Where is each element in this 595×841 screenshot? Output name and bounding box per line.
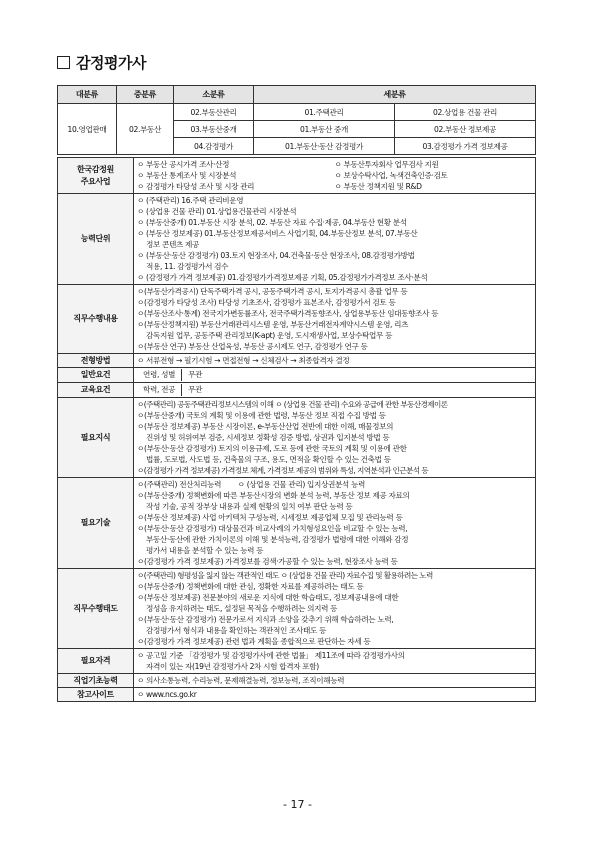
list-item: ㅇ(부동산중개) 국토의 계획 및 이용에 관한 법령, 부동산 정보 직접 수집 방법 등	[137, 411, 386, 420]
list-item: ㅇ(부동산중개) 정책변화에 대한 관심, 정확한 자료를 제공하려는 태도 등	[137, 582, 364, 591]
education-requirement-row	[58, 383, 536, 398]
qualification-label: 필요자격	[58, 649, 134, 674]
list-item: ㅇ(주택관리) 형평성을 잃지 않는 객관적인 태도 ㅇ (상업용 건물 관리) 자료수집 및 활용하려는 노력	[137, 571, 433, 580]
page-title-text: 감정평가사	[76, 54, 146, 72]
list-item: ㅇ(부동산 정보제공) 부동산 시장이론, e-부동산산업 전반에 대한 이해, 매물정보의	[137, 422, 394, 431]
list-item: ㅇ(부동산 정보제공) 전문분야의 새로운 지식에 대한 학습태도, 정보제공내용에 대한	[137, 593, 399, 602]
list-item: ㅇ (주택관리) 16.주택 관리비운영	[137, 196, 244, 205]
header-major: 대분류	[58, 86, 117, 104]
education-requirement-label: 교육요건	[58, 383, 134, 398]
basic-competency-row	[58, 674, 536, 688]
page-title	[57, 52, 146, 73]
minor-category: 03.부동산중개	[174, 121, 254, 138]
general-requirement-row	[58, 368, 536, 383]
list-item: ㅇ 감정평가 타당성 조사 및 시장 관리	[137, 182, 255, 191]
selection-label: 전형방법	[58, 354, 134, 368]
list-item: ㅇ 부동산 공시가격 조사·산정	[137, 160, 230, 169]
list-item: ㅇ(감정평가 타당성 조사) 타당성 기초조사, 감정평가 표본조사, 감정평가서 검토 등	[137, 298, 396, 307]
list-item: 부동산·동산에 관한 가치이론의 이해 및 분석능력, 감정평가 법령에 대한 이해와 감정	[146, 535, 409, 544]
table-row	[58, 104, 536, 121]
classification-header-row	[58, 86, 536, 104]
main-business-content	[134, 158, 536, 194]
main-business-row	[58, 158, 536, 194]
job-content-content	[134, 285, 536, 354]
attitude-content	[134, 569, 536, 649]
list-item: ㅇ (감정평가 가격 정보제공) 01.감정평가가격정보제공 기획, 05.감정평가가격정보 조사·분석	[137, 273, 428, 282]
detail-category: 03.감정평가 가격 정보제공	[395, 138, 536, 155]
job-content-label: 직무수행내용	[58, 285, 134, 354]
qualification-row	[58, 649, 536, 674]
list-item: ㅇ 부동산 정책지원 및 R&D	[334, 182, 422, 191]
qualification-content	[134, 649, 536, 674]
list-item: 감정평가서 형식과 내용을 확인하는 객관적인 조사태도 등	[146, 626, 327, 635]
list-item: 적용, 11. 감정평가서 검수	[146, 262, 229, 271]
list-item: ㅇ(감정평가 가격 정보제공) 가격정보 체계, 가격정보 제공의 범위와 특성, 지역분석과 인근분석 등	[137, 466, 428, 475]
job-content-row	[58, 285, 536, 354]
requirement-key: 연령, 성별	[137, 369, 182, 381]
list-item: 정성을 유지하려는 태도, 설정된 목적을 수행하려는 의지력 등	[146, 604, 338, 613]
competency-units-content	[134, 194, 536, 285]
detail-category: 02.부동산 정보제공	[395, 121, 536, 138]
list-item: ㅇ 부동산 통계조사 및 시장분석	[137, 171, 237, 180]
reference-link[interactable]: ㅇ www.ncs.go.kr	[134, 688, 536, 702]
list-item: ㅇ (부동산·동산 감정평가) 03.토지 현장조사, 04.건축물·동산 현장조사, 08.감정평가방법	[137, 251, 415, 260]
list-item: ㅇ(부동산 정보제공) 사업 아키텍처 구성능력, 시세정보 제공업체 모집 및 관리능력 등	[137, 513, 403, 522]
list-item: ㅇ (부동산중개) 01.부동산 시장 분석, 02. 부동산 자료 수집·제공, 04.부동산 현황 분석	[137, 218, 407, 227]
competency-units-row	[58, 194, 536, 285]
checkbox-square-icon	[57, 56, 70, 69]
requirement-value: 무관	[188, 385, 203, 394]
list-item: ㅇ(주택관리) 공동주택관리정보시스템의 이해 ㅇ (상업용 건물 관리) 수요와 공급에 관한 부동산경제이론	[137, 400, 448, 409]
knowledge-label: 필요지식	[58, 398, 134, 478]
basic-competency-content: ㅇ 의사소통능력, 수리능력, 문제해결능력, 정보능력, 조직이해능력	[134, 674, 536, 688]
detail-category: 02.상업용 건물 관리	[395, 104, 536, 121]
list-item: 자격이 있는 자(19년 감정평가사 2차 시험 합격자 포함)	[146, 662, 319, 671]
knowledge-content	[134, 398, 536, 478]
general-requirement-content	[134, 368, 536, 383]
knowledge-row	[58, 398, 536, 478]
list-item: 평가서 내용을 분석할 수 있는 능력 등	[146, 546, 264, 555]
list-item: ㅇ(부동산 연구) 부동산 산업육성, 부동산 공시제도 연구, 감정평가 연구 등	[137, 342, 368, 351]
list-item: 감독지원 업무, 공동주택 관리정보(K-apt) 운영, 도시재생사업, 보상수탁업무 등	[146, 331, 393, 340]
list-item: ㅇ(감정평가 가격 정보제공) 관련 법과 계획을 종합적으로 판단하는 자세 등	[137, 637, 371, 646]
list-item: ㅇ 부동산투자회사 업무검사 지원	[334, 160, 439, 169]
major-category: 10.영업판매	[58, 104, 117, 155]
list-item: ㅇ (부동산 정보제공) 01.부동산정보제공서비스 사업기획, 04.부동산정보 분석, 07.부동산	[137, 229, 418, 238]
main-business-label: 한국감정원 주요사업	[58, 158, 134, 194]
main-business-left-list	[137, 159, 335, 192]
education-requirement-content	[134, 383, 536, 398]
competency-units-label: 능력단위	[58, 194, 134, 285]
list-item: ㅇ 공고일 기준 「감정평가 및 감정평가사에 관한 법률」 제11조에 따라 감정평가사의	[137, 651, 405, 660]
selection-content: ㅇ 서류전형 → 필기시험 → 면접전형 → 신체검사 → 최종합격자 결정	[134, 354, 536, 368]
list-item: ㅇ(부동산조사·통계) 전국지가변동률조사, 전국주택가격동향조사, 상업용부동산 임대동향조사 등	[137, 309, 439, 318]
reference-label: 참고사이트	[58, 688, 134, 702]
list-item: 정보 콘텐츠 제공	[146, 240, 200, 249]
list-item: 작성 기술, 공적 장부상 내용과 실제 현황의 일치 여부 판단 능력 등	[146, 502, 353, 511]
list-item: 진위성 및 허위여부 검증, 시세정보 정확성 검증 방법, 상권과 입지분석 방법 등	[146, 433, 390, 442]
main-business-right-list	[335, 159, 533, 192]
minor-category: 02.부동산관리	[174, 104, 254, 121]
skills-label: 필요기술	[58, 478, 134, 569]
skills-row	[58, 478, 536, 569]
list-item: ㅇ 보상수탁사업, 녹색건축인증·검토	[334, 171, 448, 180]
list-item: ㅇ(부동산가격공시) 단독주택가격 공시, 공동주택가격 공시, 토지가격공시 총괄 업무 등	[137, 287, 408, 296]
list-item: ㅇ(부동산·동산 감정평가) 전문가로서 지식과 소양을 갖추기 위해 학습하려는 노력,	[137, 615, 394, 624]
reference-row	[58, 688, 536, 702]
attitude-row	[58, 569, 536, 649]
list-item: ㅇ (상업용 건물 관리) 01.상업용건물관리 시장분석	[137, 207, 297, 216]
detail-category: 01.부동산·동산 감정평가	[254, 138, 395, 155]
header-middle: 중분류	[117, 86, 174, 104]
middle-category: 02.부동산	[117, 104, 174, 155]
attitude-label: 직무수행태도	[58, 569, 134, 649]
basic-competency-label: 직업기초능력	[58, 674, 134, 688]
list-item: ㅇ(부동산·동산 감정평가) 대상물건과 비교사례의 가치형성요인을 비교할 수 있는 능력,	[137, 524, 408, 533]
classification-table	[57, 85, 536, 155]
requirement-value: 무관	[188, 370, 203, 379]
detail-category: 01.주택관리	[254, 104, 395, 121]
selection-row	[58, 354, 536, 368]
list-item: ㅇ(부동산정책지원) 부동산거래관리시스템 운영, 부동산거래전자계약시스템 운영, 리츠	[137, 320, 409, 329]
list-item: ㅇ(부동산중개) 정책변화에 따른 부동산시장의 변화 분석 능력, 부동산 정보 제공 자료의	[137, 491, 410, 500]
detail-category: 01.부동산 중개	[254, 121, 395, 138]
list-item: ㅇ(부동산·동산 감정평가) 토지의 이용규제, 도로 등에 관한 국토의 계획 및 이용에 관한	[137, 444, 407, 453]
page-number: - 17 -	[283, 798, 312, 811]
list-item: ㅇ(감정평가 가격 정보제공) 가격정보를 검색·가공할 수 있는 능력, 현장조사 능력 등	[137, 557, 398, 566]
header-detail: 세분류	[254, 86, 536, 104]
requirement-key: 학력, 전공	[137, 384, 182, 396]
list-item: 법률, 도로법, 사도법 등, 건축물의 구조, 용도, 면적을 확인할 수 있는 건축법 등	[146, 455, 391, 464]
minor-category: 04.감정평가	[174, 138, 254, 155]
job-description-table	[57, 157, 536, 702]
skills-content	[134, 478, 536, 569]
list-item: ㅇ(주택관리) 전산처리능력 ㅇ (상업용 건물 관리) 입지상권분석 능력	[137, 480, 365, 489]
header-minor: 소분류	[174, 86, 254, 104]
general-requirement-label: 일반요건	[58, 368, 134, 383]
